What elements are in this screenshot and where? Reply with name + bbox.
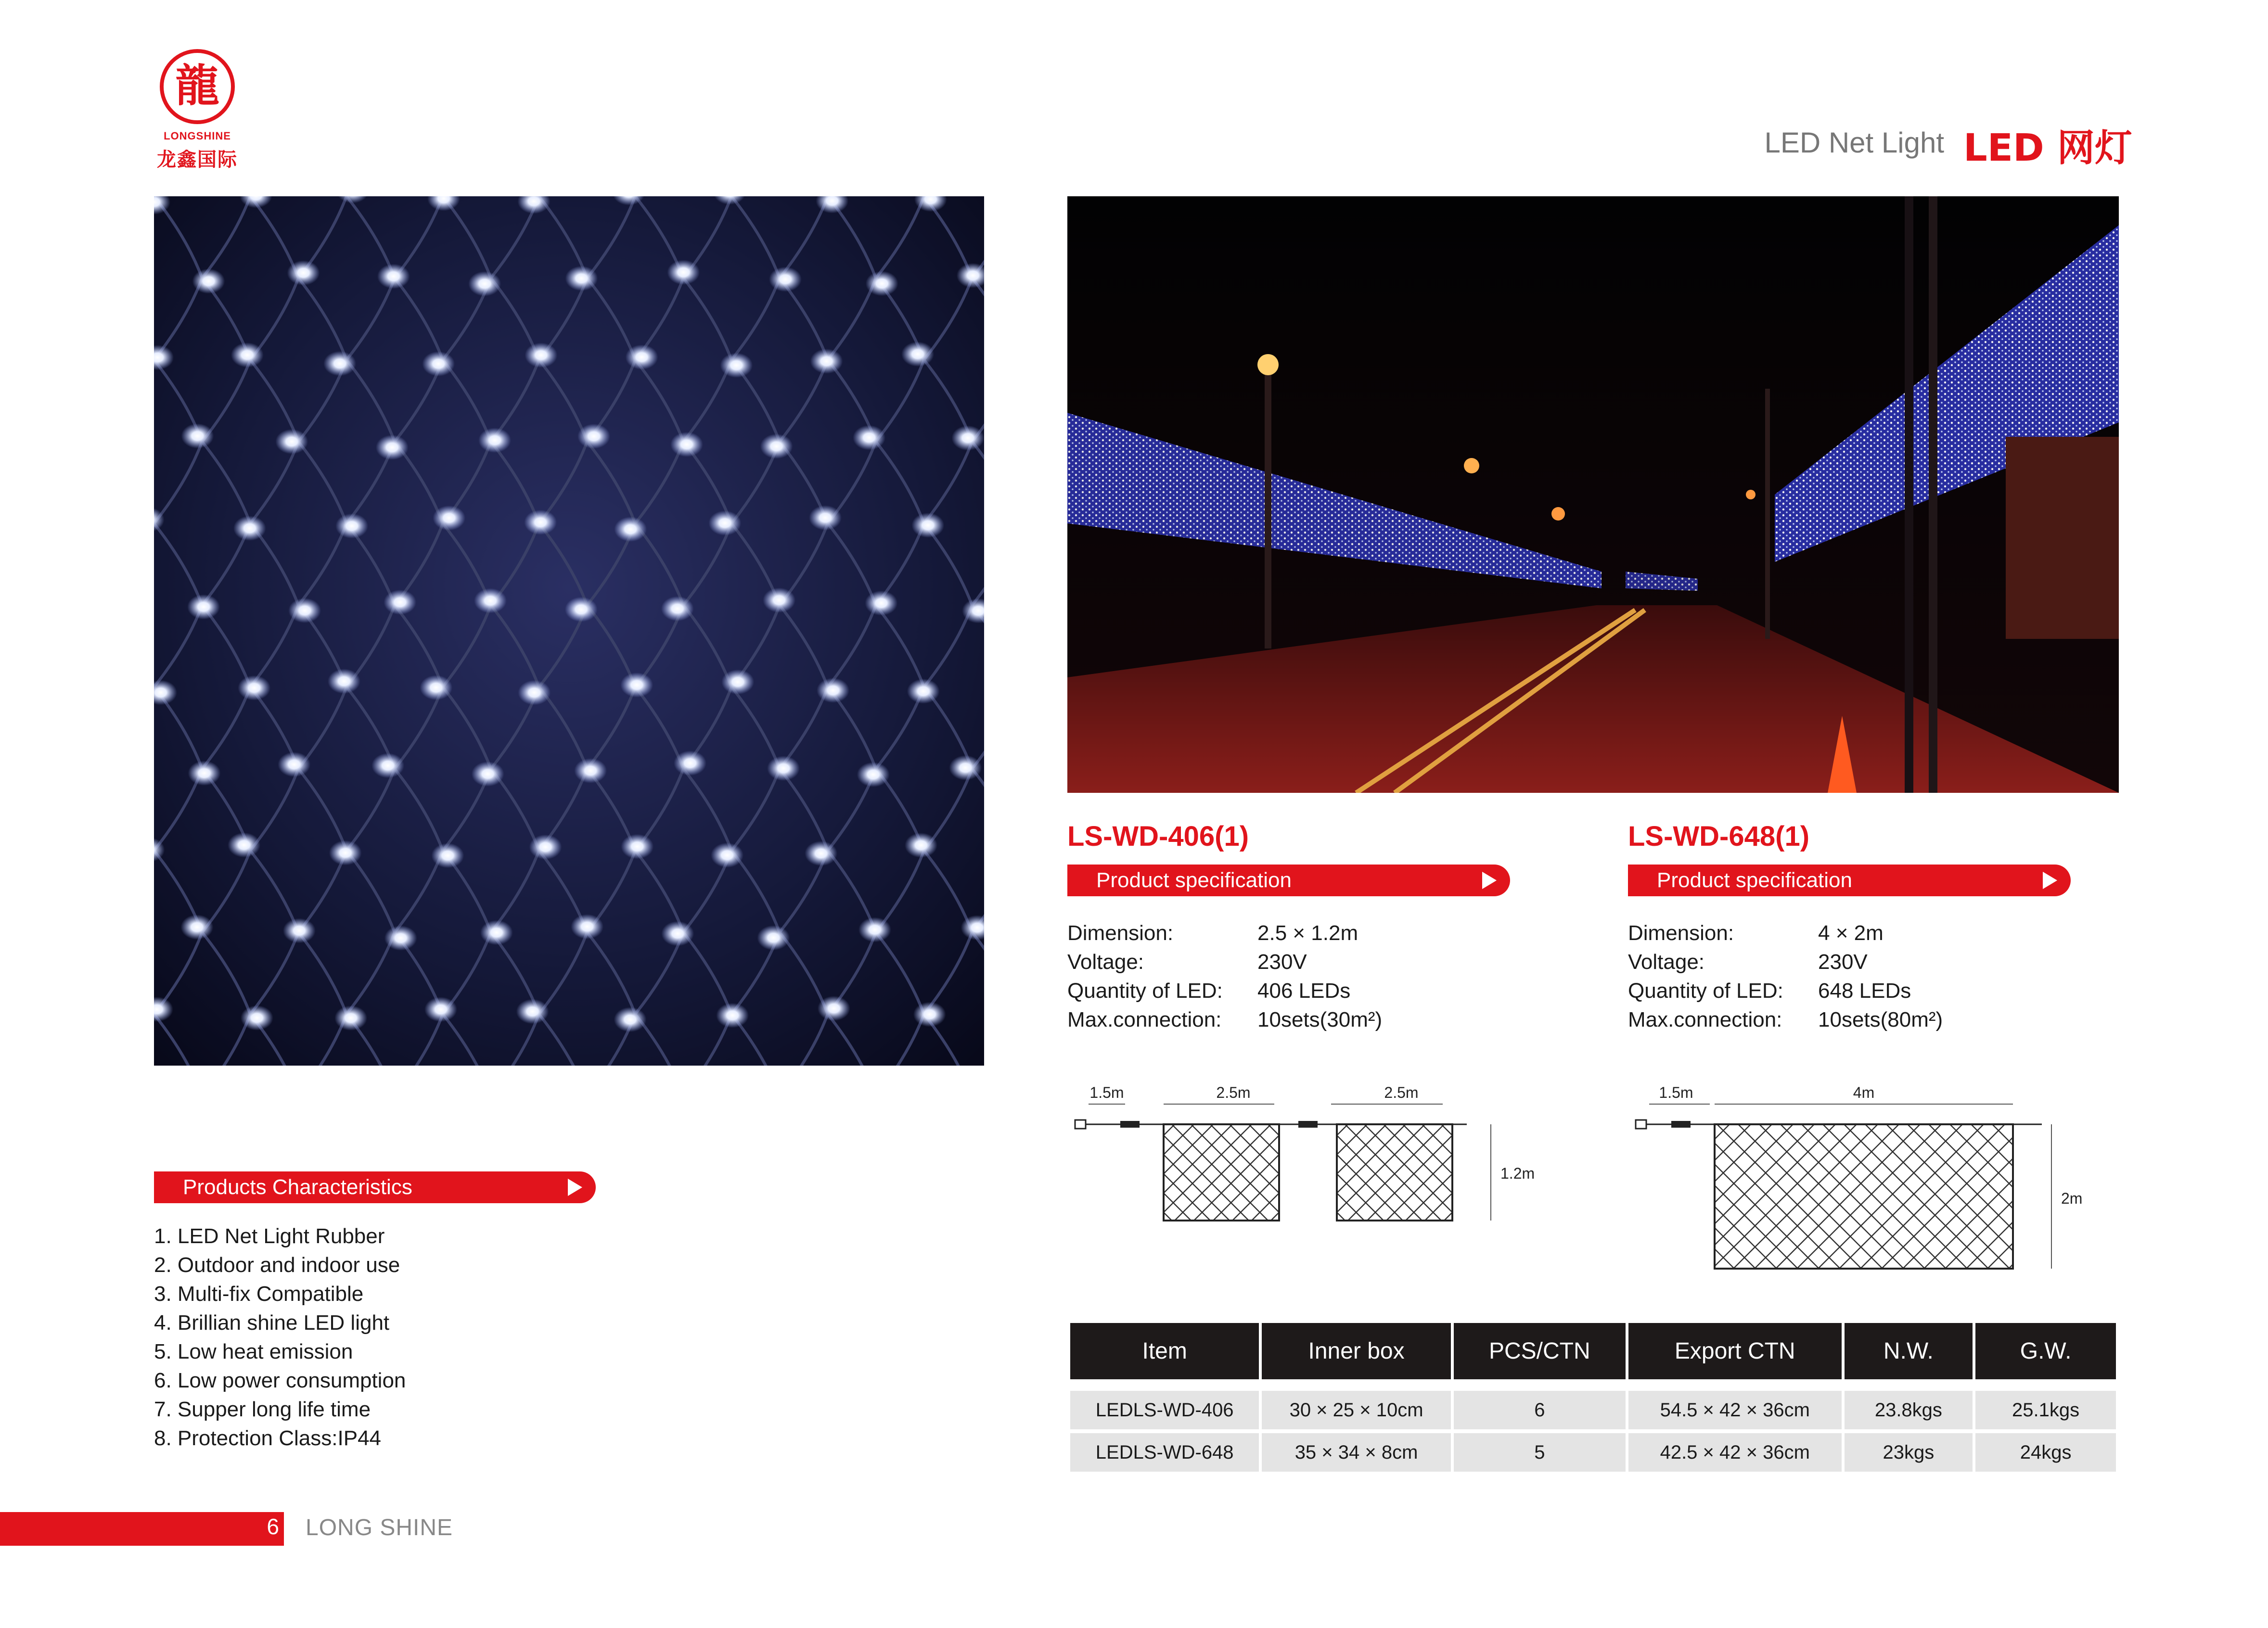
led-bulb bbox=[674, 750, 706, 776]
spec-list-2 bbox=[1628, 919, 2061, 1034]
led-bulb bbox=[711, 843, 743, 868]
list-item: 5. Low heat emission bbox=[154, 1340, 353, 1363]
led-bulb bbox=[278, 752, 310, 777]
spec-key: Voltage: bbox=[1067, 950, 1144, 974]
list-item: 8. Protection Class:IP44 bbox=[154, 1426, 382, 1450]
led-bulb bbox=[810, 349, 843, 374]
table-cell: LEDLS-WD-648 bbox=[1070, 1433, 1259, 1472]
led-bulb bbox=[565, 266, 598, 291]
led-bulb bbox=[817, 678, 849, 703]
led-bulb bbox=[769, 267, 802, 292]
led-bulb bbox=[667, 260, 700, 285]
table-cell: 24kgs bbox=[1975, 1433, 2116, 1472]
product-model-2: LS-WD-648(1) bbox=[1628, 821, 1810, 852]
led-bulb bbox=[516, 999, 549, 1024]
table-header: N.W. bbox=[1845, 1323, 1973, 1379]
led-bulb bbox=[384, 926, 417, 951]
spec-value: 406 LEDs bbox=[1257, 979, 1351, 1003]
table-cell: 23.8kgs bbox=[1845, 1391, 1973, 1429]
led-bulb bbox=[620, 673, 653, 698]
led-bulb bbox=[805, 841, 837, 866]
spec-key: Quantity of LED: bbox=[1067, 979, 1223, 1003]
table-cell: 25.1kgs bbox=[1975, 1391, 2116, 1429]
spec-value: 10sets(80m²) bbox=[1818, 1008, 1943, 1031]
table-cell: 6 bbox=[1454, 1391, 1626, 1429]
led-bulb bbox=[334, 1005, 367, 1030]
product-model-1: LS-WD-406(1) bbox=[1067, 821, 1249, 852]
led-bulb bbox=[716, 1003, 749, 1028]
spec-row bbox=[1067, 919, 1500, 948]
led-bulb bbox=[231, 343, 264, 368]
table-cell: 42.5 × 42 × 36cm bbox=[1628, 1433, 1842, 1472]
product-spec-label-1: Product specification bbox=[1096, 868, 1292, 892]
led-bulb bbox=[187, 594, 220, 619]
led-bulb bbox=[907, 679, 940, 704]
led-bulb bbox=[757, 925, 790, 950]
led-bulb bbox=[335, 513, 368, 538]
led-bulb bbox=[565, 597, 598, 622]
list-item: 2. Outdoor and indoor use bbox=[154, 1253, 400, 1277]
net-diagram-2-drawing bbox=[1628, 1078, 2085, 1280]
led-bulb bbox=[818, 996, 850, 1021]
led-bulb bbox=[574, 758, 607, 783]
spec-row bbox=[1067, 948, 1500, 977]
led-bulb bbox=[763, 588, 795, 613]
logo-text-cn: 龙鑫国际 bbox=[157, 149, 238, 171]
led-bulb bbox=[949, 755, 982, 780]
brand-logo bbox=[149, 48, 245, 173]
spec-value: 230V bbox=[1257, 950, 1307, 974]
spec-row bbox=[1628, 977, 2061, 1005]
led-bulb bbox=[474, 588, 507, 613]
led-bulb bbox=[577, 424, 610, 449]
led-bulb bbox=[323, 351, 356, 376]
play-arrow-icon bbox=[1482, 872, 1497, 889]
list-item: 4. Brillian shine LED light bbox=[154, 1311, 390, 1335]
spec-key: Dimension: bbox=[1067, 921, 1174, 945]
led-bulb bbox=[571, 914, 603, 939]
table-row bbox=[1070, 1391, 2116, 1429]
net-light-closeup-photo bbox=[154, 196, 984, 1066]
spec-key: Max.connection: bbox=[1067, 1008, 1222, 1031]
net-diagram-1-drawing bbox=[1067, 1078, 1539, 1241]
led-bulb bbox=[901, 342, 934, 367]
table-header: PCS/CTN bbox=[1454, 1323, 1626, 1379]
led-bulb bbox=[524, 510, 557, 535]
led-bulb bbox=[621, 834, 653, 859]
led-bulb bbox=[424, 997, 457, 1022]
table-cell: LEDLS-WD-406 bbox=[1070, 1391, 1259, 1429]
spec-value: 648 LEDs bbox=[1818, 979, 1911, 1003]
diagram-cable-length: 1.5m bbox=[1089, 1084, 1124, 1101]
page-title-en: LED Net Light bbox=[1764, 127, 1944, 159]
led-bulb bbox=[275, 429, 308, 454]
led-bulb bbox=[420, 675, 452, 700]
footer-bar bbox=[0, 1512, 284, 1546]
led-bulb bbox=[384, 590, 416, 615]
packing-table bbox=[1067, 1323, 2119, 1472]
led-bulb bbox=[905, 833, 937, 858]
led-bulb bbox=[188, 761, 220, 786]
product-spec-bar-1 bbox=[1067, 865, 1510, 896]
list-item: 3. Multi-fix Compatible bbox=[154, 1282, 364, 1306]
dimension-diagram-1 bbox=[1067, 1078, 1539, 1241]
led-bulb bbox=[329, 840, 362, 865]
led-bulb bbox=[853, 425, 885, 450]
net-light-closeup-image bbox=[154, 196, 984, 1066]
led-bulb bbox=[192, 268, 225, 293]
diagram-width-a: 2.5m bbox=[1216, 1084, 1251, 1101]
product-spec-bar-2 bbox=[1628, 865, 2071, 896]
led-bulb bbox=[472, 762, 504, 787]
play-arrow-icon bbox=[2043, 872, 2057, 889]
led-bulb bbox=[767, 756, 800, 781]
seal-logo-icon bbox=[159, 48, 236, 130]
seal-char: 龍 bbox=[175, 60, 220, 112]
led-bulb bbox=[865, 591, 897, 616]
diagram-cable-length: 1.5m bbox=[1659, 1084, 1693, 1101]
led-bulb bbox=[238, 675, 270, 700]
product-spec-label-2: Product specification bbox=[1657, 868, 1852, 892]
list-item: 1. LED Net Light Rubber bbox=[154, 1224, 385, 1248]
spec-value: 10sets(30m²) bbox=[1257, 1008, 1383, 1031]
led-bulb bbox=[760, 434, 793, 459]
led-bulb bbox=[626, 344, 658, 369]
table-header-row bbox=[1070, 1323, 2116, 1379]
led-bulb bbox=[233, 516, 266, 541]
diagram-height: 1.2m bbox=[1500, 1165, 1535, 1182]
page-title-cn: LED 网灯 bbox=[1963, 127, 2132, 170]
led-bulb bbox=[372, 753, 404, 778]
spec-key: Voltage: bbox=[1628, 950, 1705, 974]
spec-list-1 bbox=[1067, 919, 1500, 1034]
led-bulb bbox=[431, 843, 464, 868]
led-bulb bbox=[866, 271, 898, 296]
table-cell: 35 × 34 × 8cm bbox=[1262, 1433, 1450, 1472]
led-bulb bbox=[180, 915, 213, 940]
spec-key: Dimension: bbox=[1628, 921, 1734, 945]
led-bulb bbox=[661, 921, 694, 946]
led-bulb bbox=[913, 1002, 946, 1027]
play-arrow-icon bbox=[568, 1179, 582, 1196]
characteristics-label: Products Characteristics bbox=[183, 1175, 412, 1199]
street-scene-image bbox=[1067, 196, 2119, 793]
table-header: Item bbox=[1070, 1323, 1259, 1379]
table-header: Inner box bbox=[1262, 1323, 1450, 1379]
led-bulb bbox=[859, 917, 891, 942]
page-number: 6 bbox=[267, 1514, 279, 1539]
diagram-width: 4m bbox=[1853, 1084, 1875, 1101]
led-bulb bbox=[911, 513, 944, 538]
led-bulb bbox=[857, 762, 890, 787]
street-installation-photo bbox=[1067, 196, 2119, 793]
led-bulb bbox=[328, 669, 360, 694]
spec-row bbox=[1067, 1005, 1500, 1034]
spec-key: Max.connection: bbox=[1628, 1008, 1782, 1031]
led-bulb bbox=[241, 1005, 273, 1030]
diagram-height: 2m bbox=[2061, 1190, 2083, 1207]
led-bulb bbox=[614, 517, 647, 542]
led-bulb bbox=[809, 505, 842, 530]
led-bulb bbox=[181, 423, 214, 448]
led-bulb bbox=[670, 432, 703, 457]
spec-row bbox=[1067, 977, 1500, 1005]
led-bulb bbox=[287, 260, 320, 285]
spec-row bbox=[1628, 948, 2061, 977]
table-header: G.W. bbox=[1975, 1323, 2116, 1379]
led-bulb bbox=[480, 920, 513, 945]
spec-row bbox=[1628, 1005, 2061, 1034]
characteristics-list bbox=[154, 1222, 683, 1453]
led-bulb bbox=[721, 669, 754, 694]
led-bulb bbox=[283, 918, 316, 943]
table-cell: 23kgs bbox=[1845, 1433, 1973, 1472]
led-bulb bbox=[518, 680, 551, 705]
table-cell: 30 × 25 × 10cm bbox=[1262, 1391, 1450, 1429]
led-bulb bbox=[708, 510, 741, 535]
led-bulb bbox=[433, 506, 465, 531]
diagram-width-b: 2.5m bbox=[1384, 1084, 1419, 1101]
footer-brand: LONG SHINE bbox=[306, 1515, 453, 1540]
table-row bbox=[1070, 1433, 2116, 1472]
led-bulb bbox=[422, 351, 455, 376]
led-bulb bbox=[529, 835, 562, 860]
table-cell: 5 bbox=[1454, 1433, 1626, 1472]
characteristics-bar bbox=[154, 1171, 596, 1203]
led-bulb bbox=[661, 596, 694, 621]
led-bulb bbox=[951, 425, 984, 450]
led-bulb bbox=[377, 264, 410, 289]
led-bulb bbox=[478, 428, 511, 453]
led-bulb bbox=[376, 435, 409, 460]
led-bulb bbox=[288, 598, 321, 623]
spec-key: Quantity of LED: bbox=[1628, 979, 1783, 1003]
table-cell: 54.5 × 42 × 36cm bbox=[1628, 1391, 1842, 1429]
led-bulb bbox=[228, 832, 260, 857]
table-header: Export CTN bbox=[1628, 1323, 1842, 1379]
logo-text-en: LONGSHINE bbox=[164, 130, 231, 142]
spec-value: 230V bbox=[1818, 950, 1868, 974]
list-item: 6. Low power consumption bbox=[154, 1369, 406, 1392]
spec-value: 2.5 × 1.2m bbox=[1257, 921, 1358, 945]
spec-value: 4 × 2m bbox=[1818, 921, 1884, 945]
led-bulb bbox=[614, 1007, 646, 1032]
list-item: 7. Supper long life time bbox=[154, 1398, 371, 1421]
led-bulb bbox=[720, 353, 753, 378]
led-bulb bbox=[525, 343, 557, 368]
led-bulb bbox=[468, 271, 501, 296]
dimension-diagram-2 bbox=[1628, 1078, 2085, 1280]
spec-row bbox=[1628, 919, 2061, 948]
